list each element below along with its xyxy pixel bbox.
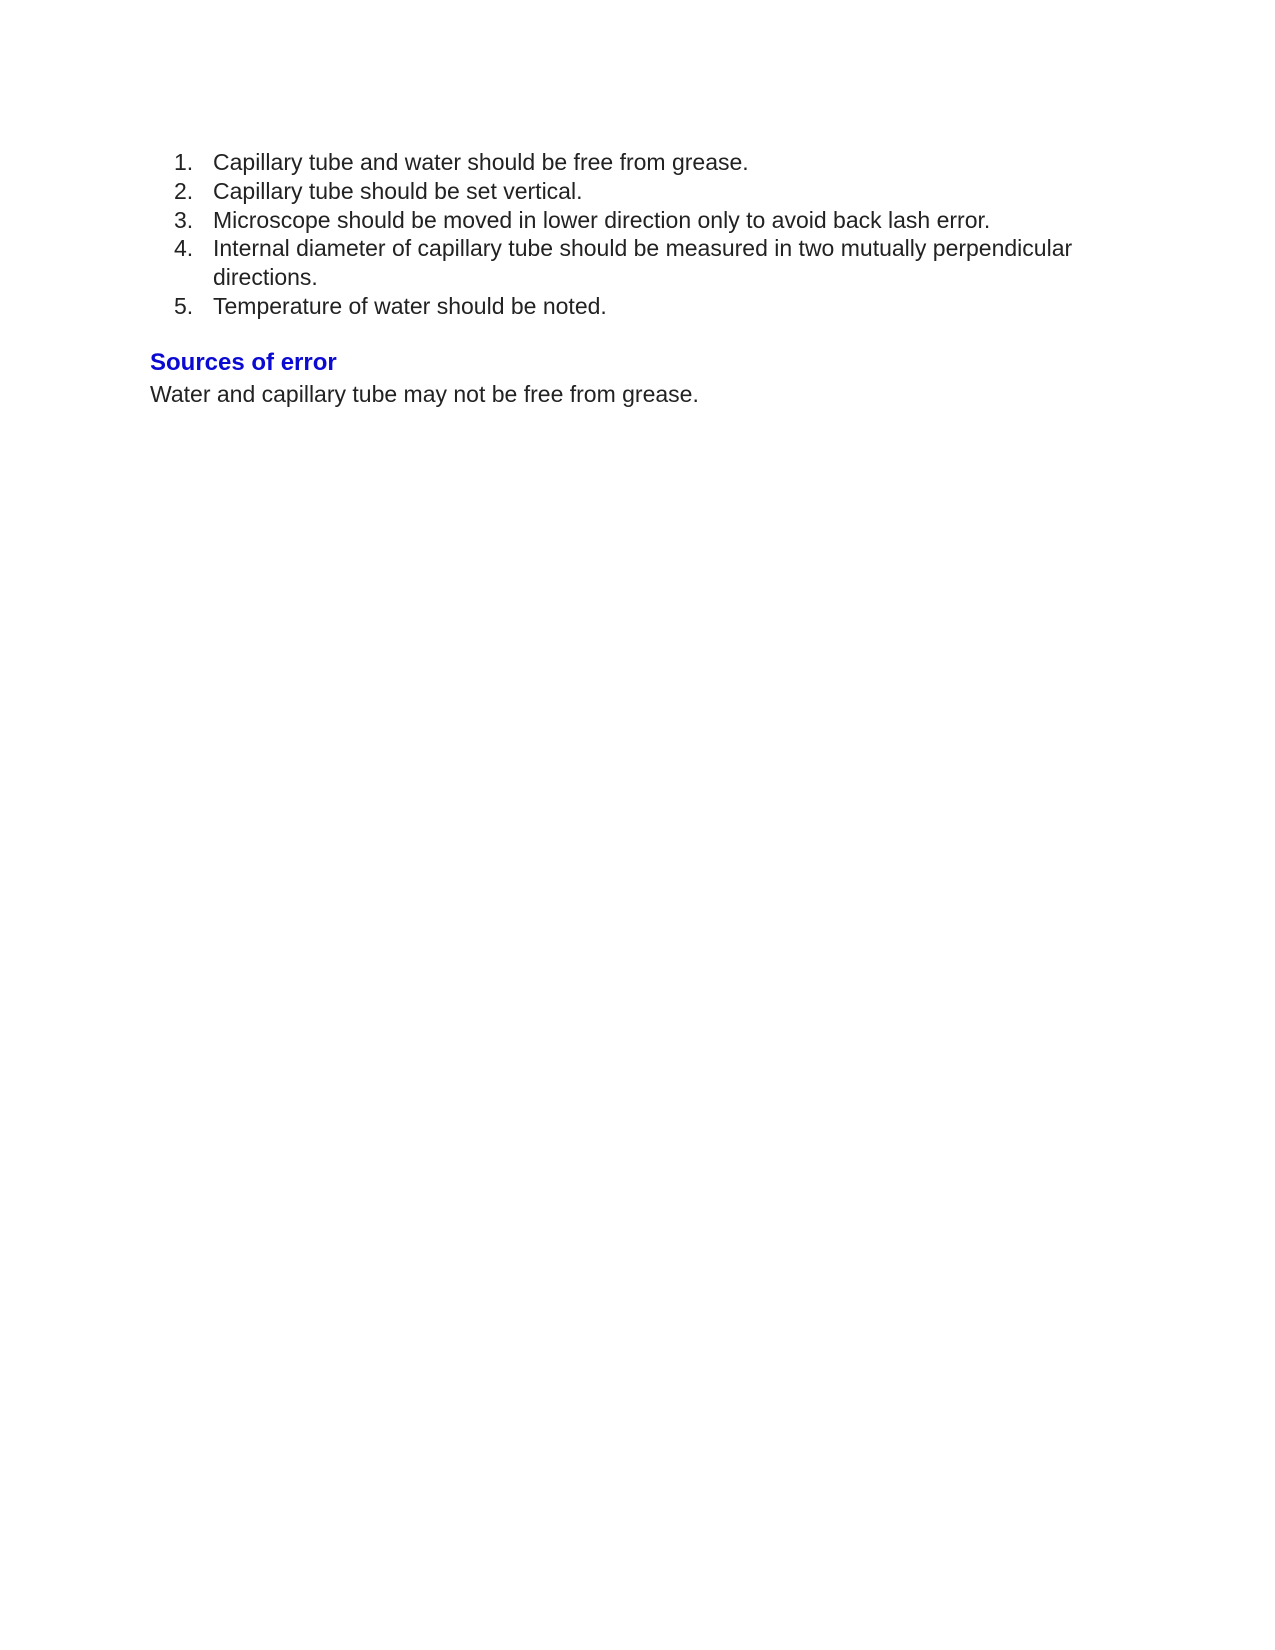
list-item-number: 3.	[174, 206, 194, 233]
list-item-text: Internal diameter of capillary tube should be measured in two mutually perpendicular directions.	[213, 235, 1073, 291]
list-item	[150, 148, 1090, 177]
list-item-number: 2.	[174, 177, 194, 204]
list-item	[150, 292, 1090, 321]
list-item-text: Capillary tube should be set vertical.	[213, 177, 583, 204]
section-body-text: Water and capillary tube may not be free from grease.	[150, 381, 699, 407]
list-item-number: 1.	[174, 149, 194, 175]
list-item-number: 5.	[174, 292, 194, 319]
list-item-text: Capillary tube and water should be free from grease.	[213, 149, 749, 175]
list-item-text: Microscope should be moved in lower direction only to avoid back lash error.	[213, 206, 991, 233]
list-item-text: Temperature of water should be noted.	[213, 292, 607, 319]
list-item	[150, 177, 1090, 206]
section-heading-sources-of-error: Sources of error	[150, 349, 337, 376]
list-item	[150, 206, 1090, 235]
list-item	[150, 234, 1090, 292]
precautions-list	[150, 148, 1090, 321]
list-item-number: 4.	[174, 235, 194, 262]
